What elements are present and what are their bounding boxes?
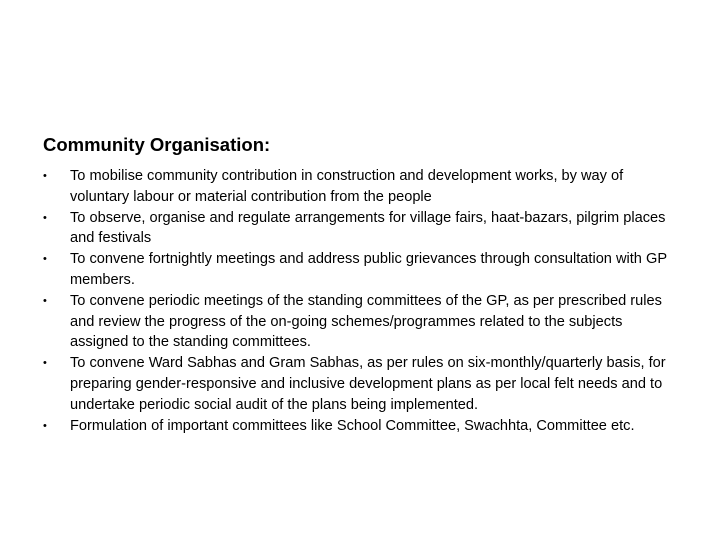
bullet-text: Formulation of important committees like School Committee, Swachhta, Committee etc. <box>70 417 635 434</box>
bullet-icon: • <box>43 170 47 182</box>
bullet-text: To convene periodic meetings of the standing committees of the GP, as per prescribed rules and review the progress of the on-going schemes/programmes related to the subjects assigned to the standing committees. <box>70 292 662 351</box>
bullet-text: To convene Ward Sabhas and Gram Sabhas, as per rules on six-monthly/quarterly basis, for preparing gender-responsive and inclusive development plans as per local felt needs and to undertake periodic social audit of the plans being implemented. <box>70 355 666 413</box>
bullet-item <box>43 208 683 250</box>
bullet-list <box>43 166 683 436</box>
bullet-item <box>43 249 683 291</box>
bullet-icon: • <box>43 211 47 224</box>
bullet-item <box>43 416 683 437</box>
bullet-item <box>43 291 683 353</box>
bullet-item <box>43 166 683 208</box>
bullet-text: To convene fortnightly meetings and address public grievances through consultation with GP members. <box>70 251 667 288</box>
bullet-icon: • <box>43 253 47 266</box>
bullet-icon: • <box>43 357 47 370</box>
bullet-text: To observe, organise and regulate arrangements for village fairs, haat-bazars, pilgrim places and festivals <box>70 209 666 247</box>
slide-heading: Community Organisation: <box>43 134 271 155</box>
bullet-item <box>43 353 683 415</box>
bullet-icon: • <box>43 419 47 432</box>
bullet-icon: • <box>43 294 47 307</box>
bullet-text: To mobilise community contribution in construction and development works, by way of voluntary labour or material contribution from the people <box>70 168 624 205</box>
